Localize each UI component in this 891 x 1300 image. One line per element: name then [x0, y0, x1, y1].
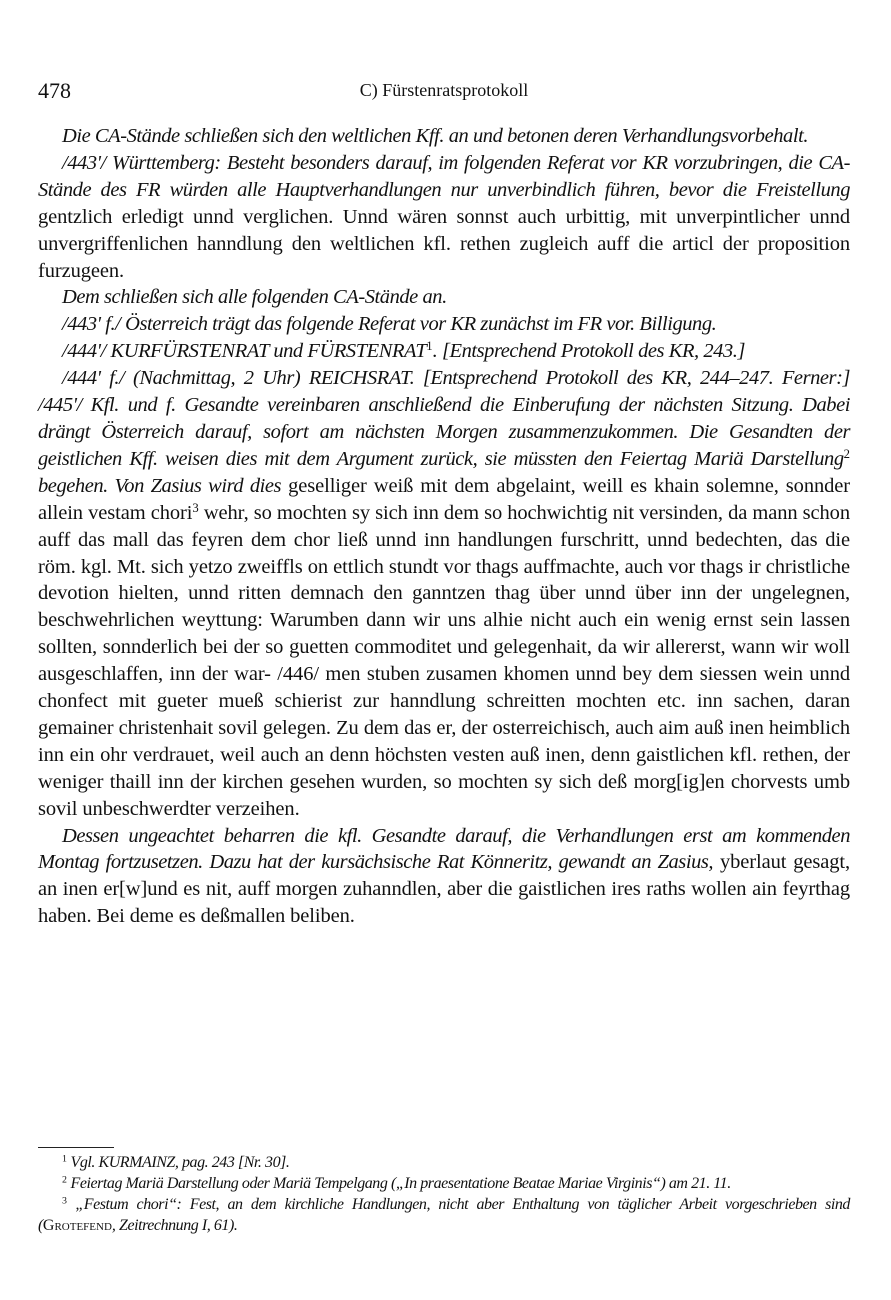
editorial-text: Dessen ungeachtet beharren die kfl. Gesandte darauf, die Verhandlungen erst am kommenden Montag fortzusetzen. Dazu hat der kursächsische Rat Könneritz, gewandt an Zasius, [38, 824, 850, 874]
paragraph [38, 150, 850, 285]
footnote [38, 1173, 850, 1194]
author-name: Grotefend [42, 1217, 112, 1234]
footnote-marker: 3 [192, 500, 199, 515]
source-quotation: gentzlich erledigt unnd verglichen. Unnd wären sonnst auch urbittig, mit unverpintlicher unnd unvergriffenlichen hanndlung den weltlichen kfl. rethen zugleich auff die articl der proposition furzugeen. [38, 205, 850, 282]
source-quotation: geselliger weiß mit dem abgelaint, weill es khain solemne, sonnder allein vestam chori [38, 474, 850, 524]
page-number: 478 [38, 78, 71, 103]
source-quotation: wehr, so mochten sy sich inn dem so hochwichtig nit versinden, da mann schon auff das mall das feyren dem chor ließ unnd inn handlungen furschritt, unnd bedechten, das die röm. kgl. Mt. sich yetzo zweiffls on ettlich stundt vor thags auffmachte, auch vor thags ir christliche devotion hielten, unnd ritten demnach den ganntzen thag über unnd über inn der ungelegnen, beschwehrlichen weyttung: Warumben dann wir uns alhie nicht auch ein wenig ernst sein lassen sollten, sonnderlich bei der so guetten commoditet und gelegenhait, da wir allererst, wann wir woll ausgeschlaffen, inn der war- /446/ men stuben zusamen khomen unnd bey dem siessen wein unnd chonfect mit gueter mueß schierist zur hanndlung schreitten mochten etc. inn sachen, daran gemainer christenhait sovil gelegen. Zu dem das er, der osterreichisch, auch aim auß inen heimblich inn ein ohr verdrauet, weil auch an denn höchsten vesten auß inen, denn gaistlichen kfl. rethen, der weniger thaill inn der kirchen gesehen wurden, so mochten sy sich deß morg[ig]en chorvests umb sovil unbeschwerdter verzeihen. [38, 501, 850, 820]
editorial-text: Feiertag Mariä Darstellung oder Mariä Tempelgang („In praesentatione Beatae Mariae Virginis“) am 21. 11. [66, 1175, 731, 1192]
footnote [38, 1194, 850, 1236]
editorial-text: „Festum chori“: Fest, an dem kirchliche Handlungen, nicht aber Enthaltung von täglicher Arbeit vorgeschrieben sind ( [38, 1196, 850, 1234]
editorial-text: Dem schließen sich alle folgenden CA-Stände an. [62, 286, 447, 309]
editorial-text: Vgl. KURMAINZ, pag. 243 [Nr. 30]. [66, 1154, 290, 1171]
editorial-text: . [Entsprechend Protokoll des KR, 243.] [432, 340, 745, 363]
footnote-marker: 1 [426, 339, 433, 354]
editorial-text: , Zeitrechnung I, 61). [111, 1217, 238, 1234]
footnote-marker: 2 [62, 1174, 67, 1186]
editorial-text: begehen. Von Zasius wird dies [38, 474, 282, 497]
running-title: C) Fürstenratsprotokoll [359, 80, 529, 100]
main-text [38, 123, 850, 930]
page-header [38, 78, 850, 106]
footnotes [38, 1152, 850, 1236]
editorial-text: /443'/ Württemberg: Besteht besonders darauf, im folgenden Referat vor KR vorzubringen, die CA-Stände des FR würden alle Hauptverhandlungen nur unverbindlich führen, bevor die Freistellung [38, 151, 850, 201]
paragraph [38, 123, 850, 150]
footnote-marker: 3 [62, 1195, 67, 1207]
editorial-text: /444'/ KURFÜRSTENRAT und FÜRSTENRAT [62, 340, 427, 363]
editorial-text: /444' f./ (Nachmittag, 2 Uhr) REICHSRAT. [Entsprechend Protokoll des KR, 244–247. Ferner:] /445'/ Kfl. und f. Gesandte vereinbaren anschließend die Einberufung der nächsten Sitzung. Dabei drängt Österreich darauf, sofort am nächsten Morgen zusammenzukommen. Die Gesandten der geistlichen Kff. weisen dies mit dem Argument zurück, sie müssten den Feiertag Mariä Darstellung [38, 367, 850, 470]
footnote-marker: 2 [843, 446, 850, 461]
editorial-text: /443' f./ Österreich trägt das folgende Referat vor KR zunächst im FR vor. Billigung. [62, 313, 717, 336]
paragraph [38, 284, 850, 311]
paragraph [38, 823, 850, 931]
footnote-divider [38, 1147, 114, 1148]
paragraph [38, 311, 850, 338]
paragraph [38, 365, 850, 822]
footnote [38, 1152, 850, 1173]
editorial-text: Die CA-Stände schließen sich den weltlichen Kff. an und betonen deren Verhandlungsvorbehalt. [62, 125, 808, 147]
source-quotation: yberlaut gesagt, an inen er[w]und es nit, auff morgen zuhanndlen, aber die gaistlichen ires raths wollen ain feyrthag haben. Bei deme es deßmallen beliben. [38, 851, 850, 928]
paragraph [38, 338, 850, 365]
footnote-marker: 1 [62, 1153, 67, 1165]
